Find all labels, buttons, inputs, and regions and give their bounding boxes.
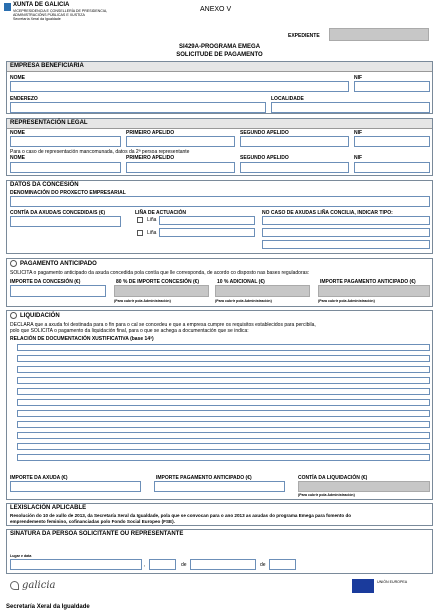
contia-liquidacion-label: CONTÍA DA LIQUIDACIÓN (€): [298, 475, 368, 481]
rep-primeiro-field[interactable]: [126, 136, 235, 147]
rep-nome-field[interactable]: [10, 136, 121, 147]
comma-separator: ,: [144, 562, 146, 568]
liquidacion-text-1: DECLARA que a axuda foi destinada para o fin para o cal se concedeu e que a empresa cumpre os requisitos establecidos para percibila,: [10, 322, 316, 328]
documentacion-line[interactable]: [17, 366, 430, 373]
anticipado-radio[interactable]: [10, 260, 17, 267]
empresa-nome-field[interactable]: [10, 81, 349, 92]
annex-title: ANEXO V: [200, 6, 232, 13]
lexislacion-section: [6, 503, 433, 526]
importe-axuda-field[interactable]: [10, 481, 141, 492]
lexislacion-text-1: Resolución do 10 de xullo de 2013, da Secretaría Xeral da Igualdade, pola que se convocan para o ano 2013 as axudas do programa Emega para fomento do: [10, 513, 352, 518]
galicia-logo-icon: [10, 581, 19, 590]
empresa-nif-label: NIF: [354, 75, 363, 81]
importe-concesion-field[interactable]: [10, 285, 106, 297]
admin-note-1: (Para cubrir pola Administración): [114, 299, 171, 303]
linna-field-2[interactable]: [159, 228, 255, 237]
de-separator-1: de: [181, 562, 187, 568]
liquidacion-radio[interactable]: [10, 312, 17, 319]
representacion-header: REPRESENTACIÓN LEGAL: [7, 119, 432, 129]
rep-segundo-label: SEGUNDO APELIDO: [240, 130, 289, 136]
rep2-primeiro-label: PRIMEIRO APELIDO: [126, 155, 175, 161]
relacion-label: RELACIÓN DE DOCUMENTACIÓN XUSTIFICATIVA (base 14ª): [10, 336, 154, 342]
denominacion-label: DENOMINACIÓN DO PROXECTO EMPRESARIAL: [10, 190, 126, 196]
enderezo-label: ENDEREZO: [10, 96, 38, 102]
department-line-2: ADMINISTRACIÓNS PÚBLICAS E XUSTIZA: [13, 13, 85, 17]
contia-field[interactable]: [10, 216, 121, 227]
liq-admin-note: (Para cubrir pola Administración): [298, 493, 355, 497]
form-title: SOLICITUDE DE PAGAMENTO: [176, 52, 263, 58]
program-title: SI429A-PROGRAMA EMEGA: [178, 44, 261, 50]
localidade-field[interactable]: [271, 102, 430, 113]
anticipado-text: SOLICITA o pagamento anticipado da axuda concedida pola contía que lle corresponda, de acordo co disposto nas bases reguladoras:: [10, 270, 310, 276]
pct10-field[interactable]: [215, 285, 310, 297]
pct80-field[interactable]: [114, 285, 209, 297]
rep-segundo-field[interactable]: [240, 136, 349, 147]
rep2-segundo-label: SEGUNDO APELIDO: [240, 155, 289, 161]
de-separator-2: de: [260, 562, 266, 568]
empresa-nome-label: NOME: [10, 75, 25, 81]
importe-anticipado-label: IMPORTE PAGAMENTO ANTICIPADO (€): [320, 279, 416, 285]
anticipado-header: PAGAMENTO ANTICIPADO: [20, 261, 97, 267]
sinatura-header: SINATURA DA PERSOA SOLICITANTE OU REPRESENTANTE: [10, 531, 184, 537]
xunta-logo: [4, 3, 11, 11]
documentacion-line[interactable]: [17, 399, 430, 406]
liquidacion-header: LIQUIDACIÓN: [20, 313, 60, 319]
liq-importe-anticipado-label: IMPORTE PAGAMENTO ANTICIPADO (€): [156, 475, 252, 481]
concilia-field-2[interactable]: [262, 228, 430, 237]
rep2-nif-label: NIF: [354, 155, 363, 161]
importe-axuda-label: IMPORTE DA AXUDA (€): [10, 475, 68, 481]
rep-primeiro-label: PRIMEIRO APELIDO: [126, 130, 175, 136]
rep2-nome-label: NOME: [10, 155, 25, 161]
expediente-field[interactable]: [329, 28, 429, 41]
localidade-label: LOCALIDADE: [271, 96, 304, 102]
mancomunada-text: Para o caso de representación mancomunada, datos da 2ª persoa representante: [10, 149, 190, 155]
documentacion-line[interactable]: [17, 344, 430, 351]
rep-nome-label: NOME: [10, 130, 25, 136]
concesion-header: DATOS DA CONCESIÓN: [10, 182, 79, 188]
linna-option-2: Liña: [147, 230, 157, 236]
dia-field[interactable]: [149, 559, 176, 570]
linna-field-1[interactable]: [159, 216, 255, 225]
contia-liquidacion-field[interactable]: [298, 481, 430, 492]
importe-anticipado-field[interactable]: [318, 285, 430, 297]
documentacion-line[interactable]: [17, 443, 430, 450]
concilia-field-1[interactable]: [262, 216, 430, 225]
documentacion-list: [17, 344, 430, 465]
concilia-label: NO CASO DE AXUDAS LIÑA CONCILIA, INDICAR TIPO:: [262, 210, 393, 216]
pct80-label: 80 % DE IMPORTE CONCESIÓN (€): [116, 279, 200, 285]
empresa-section: [6, 61, 433, 114]
lugar-data-label: Lugar e data: [10, 554, 32, 558]
concesion-section: [6, 180, 433, 254]
admin-note-2: (Para cubrir pola Administración): [215, 299, 272, 303]
linna-option-1: Liña: [147, 217, 157, 223]
linna-checkbox-2[interactable]: [137, 230, 143, 236]
rep2-nome-field[interactable]: [10, 162, 121, 173]
liquidacion-section: [6, 310, 433, 500]
brand-name: XUNTA DE GALICIA: [13, 2, 70, 8]
rep-nif-label: NIF: [354, 130, 363, 136]
liq-importe-anticipado-field[interactable]: [154, 481, 285, 492]
pct10-label: 10 % ADICIONAL (€): [217, 279, 265, 285]
rep2-primeiro-field[interactable]: [126, 162, 235, 173]
mes-field[interactable]: [190, 559, 256, 570]
importe-concesion-label: IMPORTE DA CONCESIÓN (€): [10, 279, 81, 285]
empresa-nif-field[interactable]: [354, 81, 430, 92]
secretaria-footer: Secretaría Xeral da Igualdade: [6, 604, 90, 610]
documentacion-line[interactable]: [17, 377, 430, 384]
linna-checkbox-1[interactable]: [137, 217, 143, 223]
rep2-nif-field[interactable]: [354, 162, 430, 173]
liquidacion-text-2: polo que SOLICITA o pagamento da liquidación final, para o que se achega a documentación que se indica:: [10, 328, 249, 334]
representacion-section: [6, 118, 433, 176]
galicia-logo: galicia: [22, 580, 56, 591]
expediente-label: EXPEDIENTE: [288, 33, 320, 39]
linna-label: LIÑA DE ACTUACIÓN: [135, 210, 187, 216]
lexislacion-header: LEXISLACIÓN APLICABLE: [10, 505, 87, 511]
documentacion-line[interactable]: [17, 388, 430, 395]
rep2-segundo-field[interactable]: [240, 162, 349, 173]
admin-note-3: (Para cubrir pola Administración): [318, 299, 375, 303]
department-line-1: VICEPRESIDENCIA E CONSELLERÍA DE PRESIDENCIA,: [13, 9, 108, 13]
eu-label: UNIÓN EUROPEA: [377, 580, 408, 584]
anticipado-section: [6, 258, 433, 307]
documentacion-line[interactable]: [17, 432, 430, 439]
documentacion-line[interactable]: [17, 410, 430, 417]
eu-flag-icon: [352, 579, 374, 593]
enderezo-field[interactable]: [10, 102, 266, 113]
sinatura-section: [6, 529, 433, 574]
concilia-field-3[interactable]: [262, 240, 430, 249]
denominacion-field[interactable]: [10, 196, 430, 207]
department-line-3: Secretaría Xeral da Igualdade: [13, 17, 61, 21]
contia-label: CONTÍA DA AXUDA/S CONCEDIDA/S (€): [10, 210, 106, 216]
documentacion-line[interactable]: [17, 355, 430, 362]
documentacion-line[interactable]: [17, 454, 430, 461]
lugar-field[interactable]: [10, 559, 142, 570]
rep-nif-field[interactable]: [354, 136, 430, 147]
empresa-header: EMPRESA BENEFICIARIA: [7, 62, 432, 72]
ano-field[interactable]: [269, 559, 296, 570]
documentacion-line[interactable]: [17, 421, 430, 428]
lexislacion-text-2: emprendemento feminino, cofinanciadas polo Fondo Social Europeo (FSE).: [10, 519, 175, 524]
